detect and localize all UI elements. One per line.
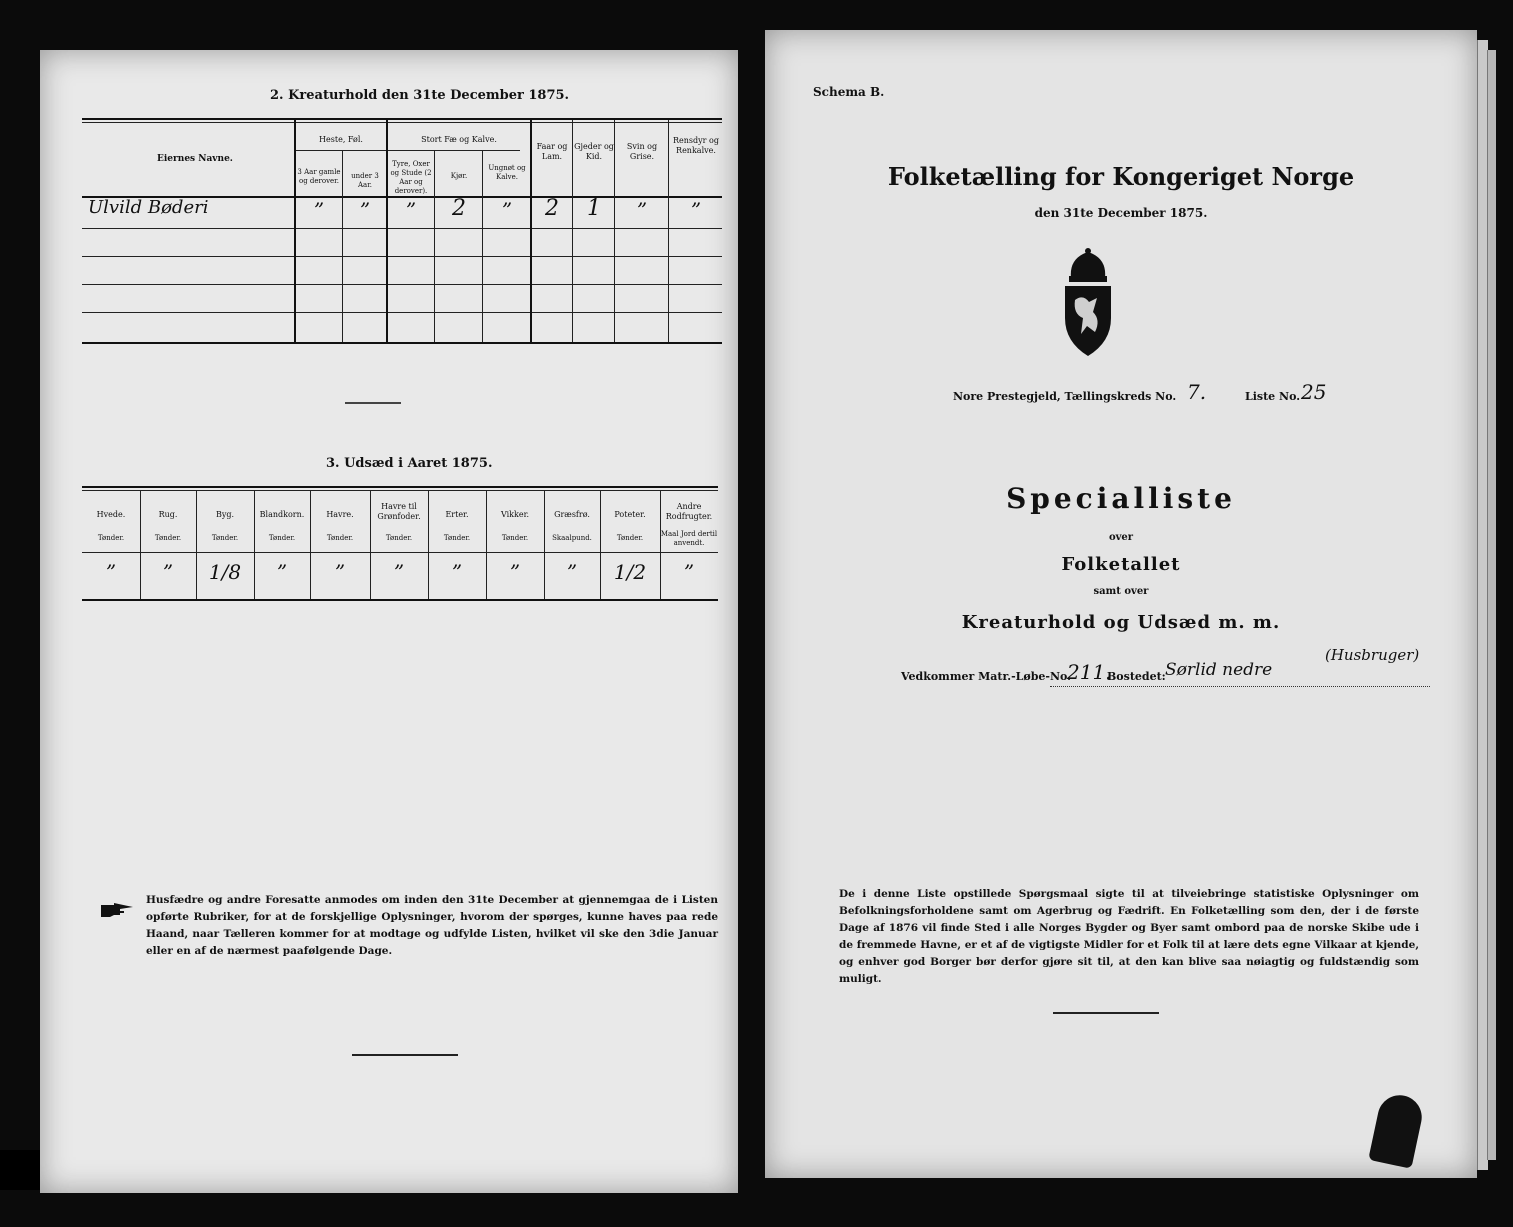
goats-header: Gjeder og Kid.: [574, 142, 614, 161]
parish-label: Nore Prestegjeld, Tællingskreds No.: [953, 390, 1177, 403]
sheep-value: 2: [545, 196, 559, 221]
horses-old-value: ”: [313, 198, 325, 222]
document-date: den 31te December 1875.: [1034, 206, 1208, 220]
bosted-underline: [1050, 686, 1430, 687]
table3-header-name: Andre Rodfrugter.: [665, 502, 713, 521]
list-label: Liste No.: [1245, 390, 1301, 403]
table3-top-rule: [82, 486, 718, 488]
specialliste-heading: Specialliste: [1006, 482, 1236, 515]
table2-row-rule: [82, 284, 722, 285]
table3-value: ”: [566, 560, 578, 584]
photo-margin: [0, 1150, 40, 1190]
horses-group-header: Heste, Føl.: [319, 135, 363, 144]
table2-col-line: [614, 120, 615, 342]
owner-header: Eiernes Navne.: [157, 154, 233, 164]
table3-header-unit: Tønder.: [268, 534, 296, 542]
table2-top-rule: [82, 118, 722, 120]
table3-value: ”: [105, 560, 117, 584]
bosted-value: Sørlid nedre: [1165, 660, 1273, 680]
table3-header-unit: Tønder.: [501, 534, 529, 542]
table3-header-unit: Maal Jord dertil anvendt.: [660, 530, 718, 547]
cattle-group-header: Stort Fæ og Kalve.: [421, 135, 497, 144]
cattle-group-rule: [406, 150, 520, 151]
right-page: [765, 30, 1477, 1178]
table3-header-name: Blandkorn.: [259, 510, 305, 519]
section3-title: 3. Udsæd i Aaret 1875.: [326, 456, 493, 471]
bosted-extra: (Husbruger): [1325, 646, 1420, 664]
page-edge: [1487, 50, 1496, 1160]
kreaturhold-label: Kreaturhold og Udsæd m. m.: [961, 612, 1281, 633]
table3-header-unit: Tønder.: [443, 534, 471, 542]
table3-header-unit: Tønder.: [326, 534, 354, 542]
table3-header-unit: Tønder.: [154, 534, 182, 542]
cattle-oxen-value: ”: [405, 198, 417, 222]
cattle-calves-value: ”: [501, 198, 513, 222]
table3-bottom-rule: [82, 599, 718, 601]
samt-over-label: samt over: [1093, 586, 1149, 597]
table2-top-rule-2: [82, 122, 722, 123]
reindeer-header: Rensdyr og Renkalve.: [673, 136, 719, 155]
table3-header-unit: Skaalpund.: [552, 534, 592, 542]
table3-value: 1/2: [613, 560, 647, 584]
table3-value: ”: [683, 560, 695, 584]
cattle-cows-value: 2: [452, 196, 466, 221]
cattle-calves-header: Ungnøt og Kalve.: [488, 164, 526, 181]
table3-value: ”: [509, 560, 521, 584]
table3-value: ”: [451, 560, 463, 584]
norwegian-coat-of-arms-icon: [1057, 248, 1119, 360]
cattle-oxen-header: Tyre, Oxer og Stude (2 Aar og derover).: [390, 160, 432, 195]
explanation-paragraph: De i denne Liste opstillede Spørgsmaal sigte til at tilveiebringe statistiske Oplysninger om Befolkningsforholdene samt om Agerbrug og Fædrift. En Folketælling som den, der i de første Dage af 1876 vil finde Sted i alle Norges Bygder og Byer samt ombord paa de norske Skibe ude i de fremmede Havne, er et af de vigtigste Midler for et Folk til at lære dets egne Vilkaar at kjende, og enhver god Borger bør derfor gjøre sit til, at den kan blive saa nøiagtig og fuldstændig som muligt.: [839, 888, 1419, 985]
table2-col-line: [668, 120, 669, 342]
list-number: 25: [1301, 380, 1327, 404]
goats-value: 1: [587, 196, 601, 221]
table3-header-name: Græsfrø.: [554, 510, 590, 519]
matr-label: Vedkommer Matr.-Løbe-No.: [901, 670, 1071, 683]
left-page: [40, 50, 738, 1193]
table2-row-rule: [82, 256, 722, 257]
table3-header-name: Havre til Grønfoder.: [377, 502, 421, 521]
table2-col-line: [294, 120, 296, 342]
over-label: over: [1108, 532, 1134, 543]
section2-title: 2. Kreaturhold den 31te December 1875.: [270, 88, 570, 103]
table3-header-name: Hvede.: [96, 510, 126, 519]
horses-young-header: under 3 Aar.: [351, 172, 379, 189]
table3-header-name: Vikker.: [500, 510, 530, 519]
table3-header-unit: Tønder.: [616, 534, 644, 542]
table3-value: ”: [276, 560, 288, 584]
table3-header-unit: Tønder.: [385, 534, 413, 542]
separator-rule: [345, 402, 401, 404]
reindeer-value: ”: [690, 198, 702, 222]
pigs-header: Svin og Grise.: [626, 142, 658, 161]
table3-value: ”: [393, 560, 405, 584]
table2-col-line: [386, 120, 388, 342]
horses-young-value: ”: [359, 198, 371, 222]
table3-header-name: Havre.: [326, 510, 354, 519]
table3-header-name: Rug.: [158, 510, 178, 519]
table3-header-rule: [82, 552, 718, 553]
table2-col-line: [572, 120, 573, 342]
cattle-cows-header: Kjør.: [450, 172, 468, 180]
notice-text: Husfædre og andre Foresatte anmodes om inden den 31te December at gjennemgaa de i Listen opførte Rubriker, for at de forskjellige Oplysninger, hvorom der spørges, kunne haves paa rede Haand, naar Tælleren kommer for at modtage og udfylde Listen, hvilket vil ske den 3die Januar eller en af de nærmest paafølgende Dage.: [146, 894, 718, 957]
table3-value: 1/8: [208, 560, 242, 584]
table3-header-name: Poteter.: [614, 510, 646, 519]
folketallet-label: Folketallet: [1061, 554, 1181, 575]
sheep-header: Faar og Lam.: [536, 142, 568, 161]
table2-col-line: [342, 150, 343, 342]
parish-number: 7.: [1187, 380, 1207, 404]
table3-value: ”: [334, 560, 346, 584]
pointing-hand-icon: [100, 902, 134, 916]
pigs-value: ”: [636, 198, 648, 222]
table2-col-line: [482, 150, 483, 342]
table3-header-unit: Tønder.: [97, 534, 125, 542]
table3-value: ”: [162, 560, 174, 584]
owner-name: Ulvild Bøderi: [88, 197, 209, 218]
table3-header-unit: Tønder.: [211, 534, 239, 542]
horses-old-header: 3 Aar gamle og derover.: [297, 168, 341, 185]
document-title: Folketælling for Kongeriget Norge: [887, 162, 1355, 191]
table2-bottom-rule: [82, 342, 722, 344]
closing-rule: [1053, 1012, 1159, 1014]
table2-row-rule: [82, 228, 722, 229]
schema-label: Schema B.: [813, 85, 885, 99]
bosted-label: Bostedet:: [1107, 670, 1166, 683]
table3-top-rule-2: [82, 490, 718, 491]
matr-number: 211.: [1067, 660, 1112, 684]
table2-row-rule: [82, 312, 722, 313]
table3-header-name: Byg.: [215, 510, 235, 519]
closing-rule: [352, 1054, 458, 1056]
table3-header-name: Erter.: [445, 510, 469, 519]
table2-col-line: [434, 150, 435, 342]
